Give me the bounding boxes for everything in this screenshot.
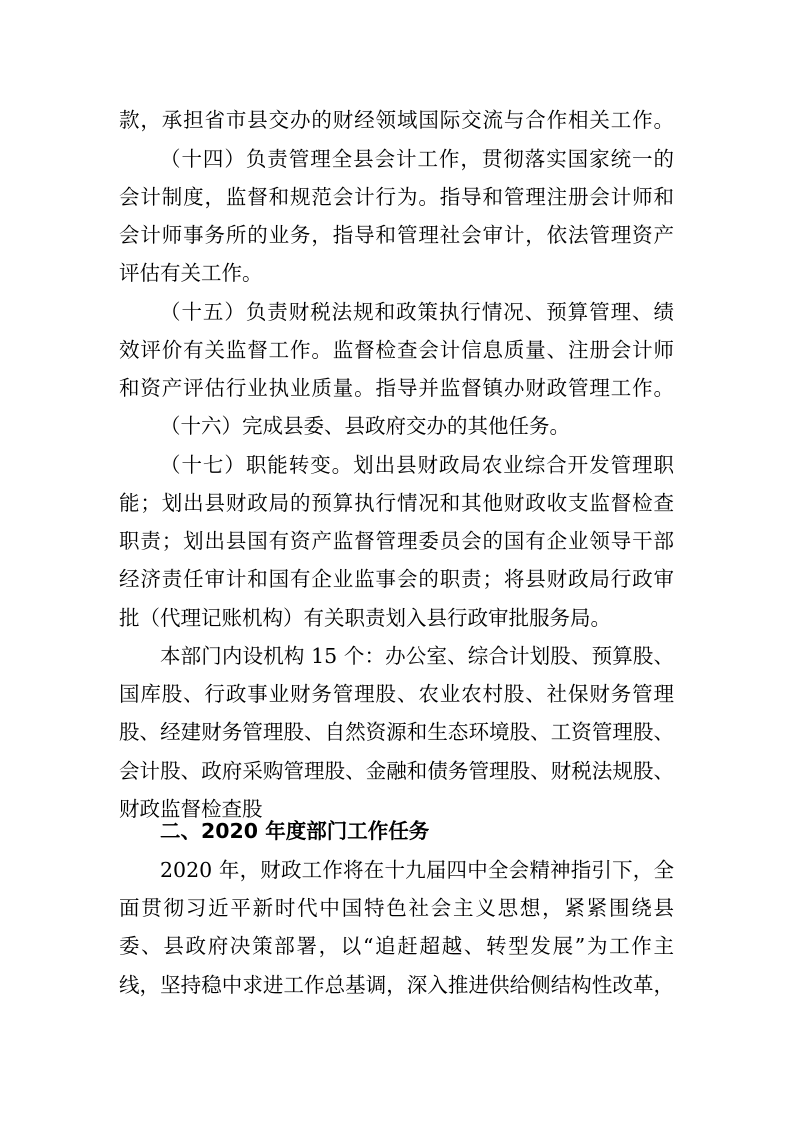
text-line: （十四）负责管理全县会计工作，贯彻落实国家统一的 [160, 147, 674, 171]
text-line: 股、经建财务管理股、自然资源和生态环境股、工资管理股、 [119, 720, 674, 744]
text-line: 本部门内设机构 15 个：办公室、综合计划股、预算股、 [160, 644, 674, 668]
text-line: （十五）负责财税法规和政策执行情况、预算管理、绩 [160, 300, 674, 324]
text-line: 财政监督检查股 [119, 797, 263, 821]
text-line: 效评价有关监督工作。监督检查会计信息质量、注册会计师 [119, 338, 674, 362]
text-line: 线，坚持稳中求进工作总基调，深入推进供给侧结构性改革， [119, 973, 674, 997]
text-line: 2020 年，财政工作将在十九届四中全会精神指引下，全 [160, 858, 674, 882]
section-heading: 二、2020 年度部门工作任务 [160, 819, 430, 843]
text-line: 会计股、政府采购管理股、金融和债务管理股、财税法规股、 [119, 759, 674, 783]
text-line: 会计制度，监督和规范会计行为。指导和管理注册会计师和 [119, 185, 674, 209]
text-line: 会计师事务所的业务，指导和管理社会审计，依法管理资产 [119, 223, 674, 247]
text-line: 批（代理记账机构）有关职责划入县行政审批服务局。 [119, 606, 611, 630]
text-line: 和资产评估行业执业质量。指导并监督镇办财政管理工作。 [119, 376, 674, 400]
text-line: 评估有关工作。 [119, 261, 263, 285]
text-line: 能；划出县财政局的预算执行情况和其他财政收支监督检查 [119, 491, 674, 515]
text-line: 职责；划出县国有资产监督管理委员会的国有企业领导干部 [119, 529, 674, 553]
text-line: 款，承担省市县交办的财经领域国际交流与合作相关工作。 [119, 108, 674, 132]
text-line: 经济责任审计和国有企业监事会的职责；将县财政局行政审 [119, 567, 674, 591]
text-line: 委、县政府决策部署，以“追赶超越、转型发展”为工作主 [119, 934, 674, 958]
text-line: 国库股、行政事业财务管理股、农业农村股、社保财务管理 [119, 682, 674, 706]
text-line: （十七）职能转变。划出县财政局农业综合开发管理职 [160, 453, 674, 477]
text-line: （十六）完成县委、县政府交办的其他任务。 [160, 414, 570, 438]
text-line: 面贯彻习近平新时代中国特色社会主义思想，紧紧围绕县 [119, 896, 674, 920]
